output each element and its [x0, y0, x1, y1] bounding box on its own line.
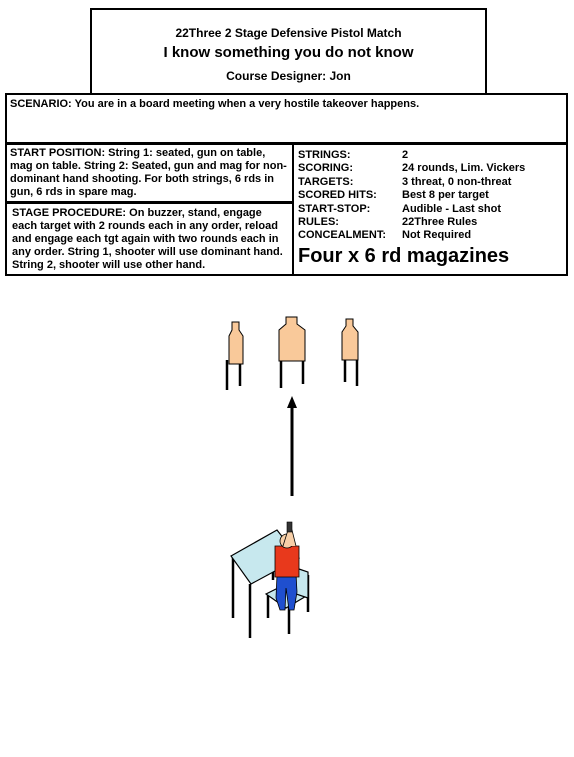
info-value: Audible - Last shot: [402, 202, 501, 215]
target-center-silhouette: [279, 317, 305, 361]
info-key: START-STOP:: [298, 202, 371, 215]
info-value: Not Required: [402, 229, 472, 242]
course-designer: Course Designer: Jon: [226, 69, 351, 83]
match-title: 22Three 2 Stage Defensive Pistol Match: [175, 26, 402, 40]
target-right: [342, 319, 358, 386]
info-key: TARGETS:: [298, 175, 354, 188]
info-value: Best 8 per target: [402, 189, 489, 202]
info-key: SCORING:: [298, 162, 353, 175]
info-key: RULES:: [298, 215, 339, 228]
pistol-icon: [287, 522, 292, 532]
info-key: STRINGS:: [298, 149, 351, 161]
start-position-text: START POSITION: String 1: seated, gun on table, mag on table. String 2: Seated, gun and mag for non-dominant hand shooting. For both strings, 6 rds in gun, 6 rds in spare mag.: [10, 147, 287, 198]
info-value: 3 threat, 0 non-threat: [402, 175, 512, 188]
stage-name: I know something you do not know: [163, 44, 414, 61]
magazine-requirement: Four x 6 rd magazines: [298, 244, 510, 267]
info-value: 2: [402, 149, 409, 161]
scenario-text: SCENARIO: You are in a board meeting when a very hostile takeover happens.: [10, 98, 420, 110]
target-right-silhouette: [342, 319, 358, 360]
shooter-shirt: [275, 546, 299, 577]
info-key: SCORED HITS:: [298, 189, 377, 202]
direction-arrow: [287, 396, 297, 496]
info-value: 22Three Rules: [402, 215, 478, 228]
info-value: 24 rounds, Lim. Vickers: [402, 162, 526, 175]
target-left-silhouette: [229, 322, 243, 364]
stage-procedure-text: STAGE PROCEDURE: On buzzer, stand, engage each target with 2 rounds each in any order, reload and engage each tgt again with two rounds each in any order. String 1, shooter will use dominant hand. String 2, shooter will use other hand.: [12, 207, 283, 271]
info-key: CONCEALMENT:: [298, 229, 386, 242]
target-left: [227, 322, 243, 390]
target-center: [279, 317, 305, 388]
